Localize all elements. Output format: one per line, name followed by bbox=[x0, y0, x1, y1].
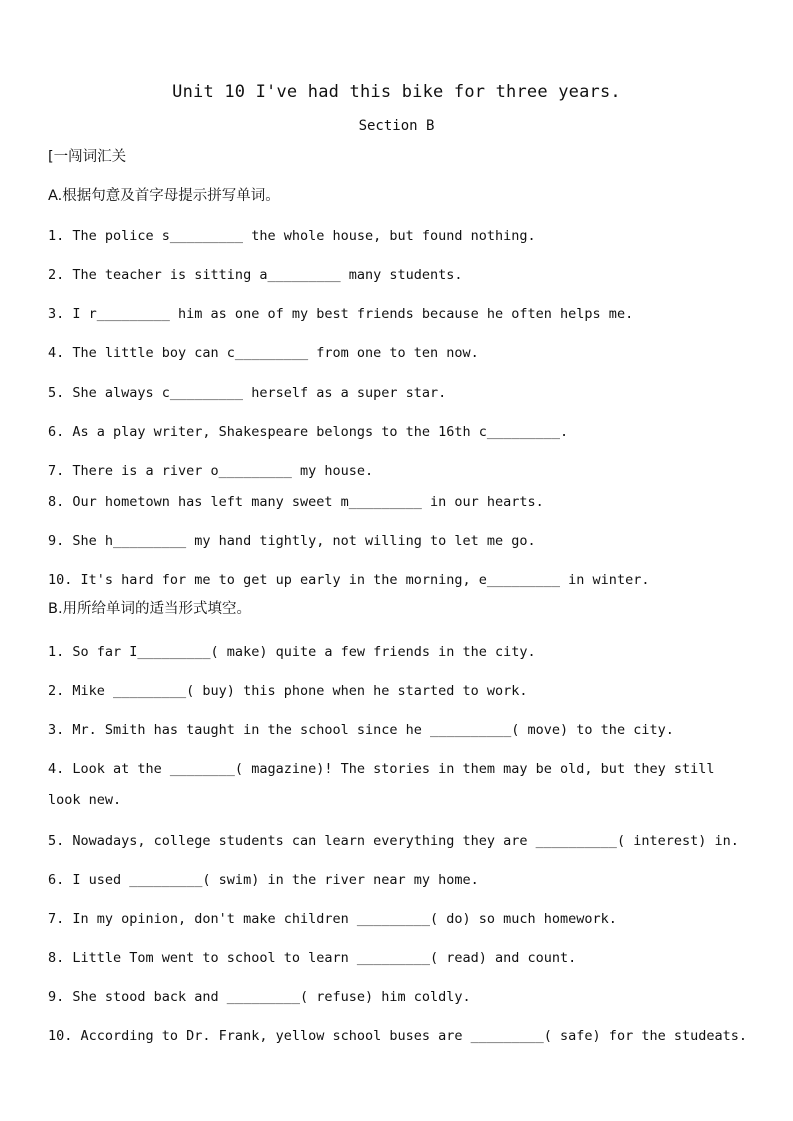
exercise-item: 10. It's hard for me to get up early in the morning, e_________ in winter. bbox=[48, 572, 650, 588]
exercise-item: 3. I r_________ him as one of my best friends because he often helps me. bbox=[48, 306, 634, 322]
exercise-item: 7. There is a river o_________ my house. bbox=[48, 463, 374, 479]
exercise-item: 9. She h_________ my hand tightly, not willing to let me go. bbox=[48, 533, 536, 549]
exercise-item: 5. Nowadays, college students can learn everything they are __________( interest) in. bbox=[48, 833, 739, 849]
exercise-item: 9. She stood back and _________( refuse) him coldly. bbox=[48, 989, 471, 1005]
page-title: Unit 10 I've had this bike for three years. bbox=[172, 82, 621, 102]
exercise-item: 4. Look at the ________( magazine)! The stories in them may be old, but they still look new. bbox=[48, 761, 715, 808]
exercise-item: 1. The police s_________ the whole house, but found nothing. bbox=[48, 228, 536, 244]
exercise-item: 10. According to Dr. Frank, yellow school buses are _________( safe) for the studeats. bbox=[48, 1028, 747, 1044]
part-b-heading: B.用所给单词的适当形式填空。 bbox=[48, 601, 252, 617]
exercise-item: 6. I used _________( swim) in the river near my home. bbox=[48, 872, 479, 888]
exercise-item: 5. She always c_________ herself as a super star. bbox=[48, 385, 447, 401]
part-a-heading: A.根据句意及首字母提示拼写单词。 bbox=[48, 188, 280, 204]
exercise-item: 2. Mike _________( buy) this phone when he started to work. bbox=[48, 683, 528, 699]
exercise-item: 8. Little Tom went to school to learn _________( read) and count. bbox=[48, 950, 577, 966]
page-subtitle: Section B bbox=[358, 118, 435, 134]
exercise-item: 2. The teacher is sitting a_________ many students. bbox=[48, 267, 463, 283]
section-label: [一闯词汇关 bbox=[48, 149, 127, 165]
exercise-item: 3. Mr. Smith has taught in the school since he __________( move) to the city. bbox=[48, 722, 674, 738]
exercise-item: 6. As a play writer, Shakespeare belongs to the 16th c_________. bbox=[48, 424, 569, 440]
exercise-item: 8. Our hometown has left many sweet m_________ in our hearts. bbox=[48, 494, 544, 510]
exercise-item: 1. So far I_________( make) quite a few friends in the city. bbox=[48, 644, 536, 660]
exercise-item: 7. In my opinion, don't make children _________( do) so much homework. bbox=[48, 911, 617, 927]
exercise-item: 4. The little boy can c_________ from one to ten now. bbox=[48, 345, 479, 361]
